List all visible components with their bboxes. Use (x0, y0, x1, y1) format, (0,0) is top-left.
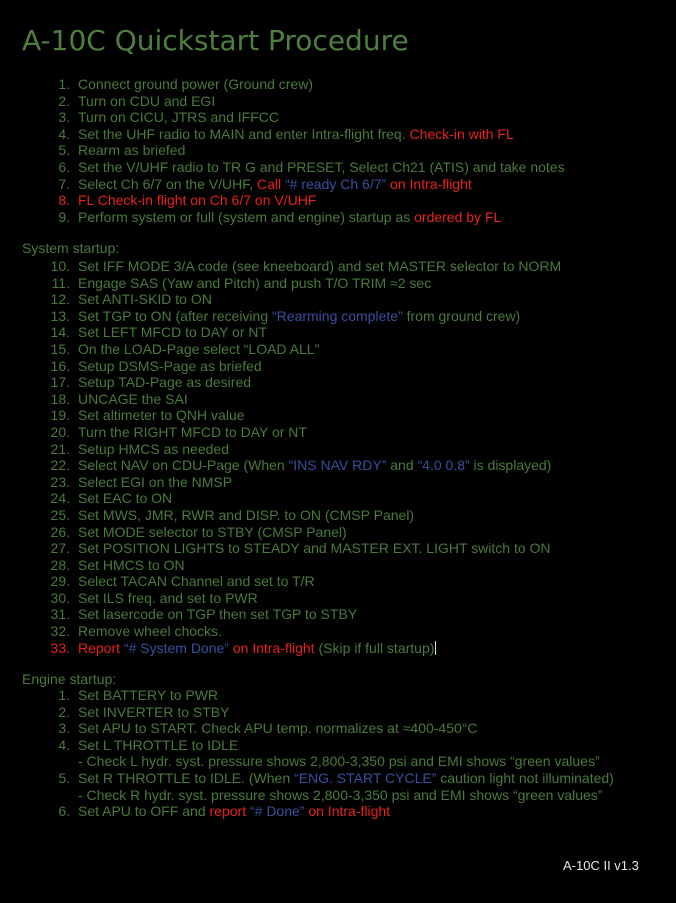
step-item (0, 109, 676, 126)
step-text (78, 524, 347, 541)
step-text-segment: “Rearming complete” (272, 307, 403, 324)
step-text-segment: Set IFF MODE 3/A code (see kneeboard) and set MASTER selector to NORM (78, 258, 562, 274)
step-text-segment: Set ILS freq. and set to PWR (78, 589, 258, 606)
step-item (0, 424, 676, 441)
step-text-segment: report (209, 803, 250, 820)
step-text-segment: (Skip if full startup) (314, 639, 435, 656)
step-text-segment: is displayed) (469, 457, 552, 474)
step-number: 26. (50, 523, 70, 540)
step-text-segment: ordered by FL (414, 208, 502, 225)
step-subitem (0, 787, 676, 804)
step-item (0, 291, 676, 308)
step-number: 12. (50, 291, 70, 308)
step-text-segment: Select TACAN Channel and set to T/R (78, 573, 315, 590)
step-number: 8. (58, 192, 70, 209)
step-text-segment: “# Done” (249, 803, 305, 820)
step-item (0, 687, 676, 704)
step-number: 31. (50, 606, 70, 623)
step-item (0, 704, 676, 721)
step-number: 3. (58, 720, 70, 737)
step-text (78, 209, 501, 226)
step-item (0, 720, 676, 737)
step-text-segment: Select Ch 6/7 on the V/UHF, (78, 175, 257, 192)
step-item (0, 76, 676, 93)
step-text-segment: Set HMCS to ON (78, 556, 185, 573)
step-text (78, 176, 472, 193)
step-text-segment: “ENG. START CYCLE” (294, 769, 437, 786)
step-number: 33. (50, 639, 70, 656)
step-text-segment: caution light not illuminated) (436, 769, 614, 786)
step-item (0, 176, 676, 193)
step-text-segment: FL Check-in flight on Ch 6/7 on V/UHF (78, 192, 317, 209)
step-text-segment: Set the UHF radio to MAIN and enter Intra-flight freq. (78, 125, 410, 142)
step-text-segment: Call (256, 175, 285, 192)
step-number: 1. (58, 687, 70, 703)
step-text-segment: “# System Done” (123, 639, 229, 656)
step-item (0, 457, 676, 474)
step-subitem (0, 753, 676, 770)
step-item (0, 441, 676, 458)
step-text-segment: Report (78, 639, 124, 656)
step-text (78, 192, 316, 209)
step-text-segment: Set MWS, JMR, RWR and DISP. to ON (CMSP Panel) (78, 506, 415, 523)
step-text-segment: from ground crew) (402, 307, 521, 324)
step-number: 11. (51, 274, 70, 291)
step-text (78, 424, 307, 441)
step-text (78, 76, 313, 93)
system-startup-steps-list (0, 258, 676, 656)
step-number: 13. (50, 307, 70, 324)
step-text (78, 275, 431, 292)
step-number: 28. (50, 556, 70, 573)
step-text-segment: Setup TAD-Page as desired (78, 374, 252, 391)
step-text-segment: Rearm as briefed (78, 142, 186, 159)
step-text (78, 704, 229, 721)
step-text-segment: Set TGP to ON (after receiving (78, 307, 273, 324)
step-item (0, 209, 676, 226)
preflight-steps-list (0, 76, 676, 225)
step-item (0, 258, 676, 275)
step-number: 19. (50, 407, 70, 424)
step-item (0, 358, 676, 375)
step-item (0, 192, 676, 209)
step-item (0, 142, 676, 159)
step-text-segment: “4.0 0.8” (417, 457, 470, 474)
step-text-segment: Perform system or full (system and engine) startup as (78, 208, 415, 225)
step-text (78, 93, 215, 110)
step-number: 27. (50, 540, 70, 557)
step-item (0, 507, 676, 524)
step-text (78, 557, 185, 574)
step-number: 17. (50, 374, 70, 391)
step-number: 5. (58, 142, 70, 159)
step-number: 18. (50, 390, 70, 407)
step-number: 2. (58, 92, 70, 109)
step-number: 4. (58, 125, 70, 142)
step-item (0, 623, 676, 640)
step-item (0, 540, 676, 557)
step-text-segment: Set BATTERY to PWR (78, 687, 219, 703)
step-item (0, 606, 676, 623)
step-text-segment: Turn the RIGHT MFCD to DAY or NT (78, 423, 307, 440)
step-number: 32. (50, 623, 70, 640)
step-number: 23. (50, 473, 70, 490)
step-item (0, 126, 676, 143)
text-cursor (435, 641, 436, 655)
step-text (78, 573, 315, 590)
step-text (78, 737, 238, 754)
step-text-segment: on Intra-flight (386, 175, 472, 192)
step-text (78, 770, 614, 787)
step-item (0, 573, 676, 590)
step-number: 16. (50, 357, 70, 374)
step-item (0, 374, 676, 391)
step-text (78, 126, 514, 143)
step-item (0, 391, 676, 408)
step-number: 3. (58, 109, 70, 126)
step-text-segment: and (386, 457, 418, 474)
step-text-segment: Setup HMCS as needed (78, 440, 229, 457)
step-text-segment: Set the V/UHF radio to TR G and PRESET, Select Ch21 (ATIS) and take notes (78, 158, 565, 175)
step-item (0, 737, 676, 754)
step-number: 6. (58, 803, 70, 820)
step-text-segment: Set L THROTTLE to IDLE (78, 736, 239, 753)
step-text-segment: - Check L hydr. syst. pressure shows 2,800-3,350 psi and EMI shows “green values” (78, 753, 600, 770)
step-text (78, 159, 565, 176)
step-number: 6. (58, 158, 70, 175)
step-item (0, 524, 676, 541)
engine-startup-heading: Engine startup: (22, 671, 117, 687)
step-text (78, 490, 172, 507)
step-text-segment: Set INVERTER to STBY (78, 703, 230, 720)
step-text-segment: Select EGI on the NMSP (78, 473, 233, 490)
step-text (78, 606, 357, 623)
step-text (78, 291, 212, 308)
step-number: 21. (50, 440, 70, 457)
step-item (0, 590, 676, 607)
step-text (78, 258, 561, 275)
step-item (0, 490, 676, 507)
step-text (78, 109, 279, 126)
step-text-segment: Turn on CDU and EGI (78, 92, 216, 109)
step-text (78, 623, 222, 640)
step-text (78, 441, 229, 458)
step-text-segment: “INS NAV RDY” (288, 457, 387, 474)
step-text-segment: “# ready Ch 6/7” (285, 175, 387, 192)
step-text (78, 374, 251, 391)
step-text (78, 540, 551, 557)
step-text-segment: Connect ground power (Ground crew) (78, 76, 314, 92)
step-item (0, 803, 676, 820)
step-item (0, 93, 676, 110)
step-text (78, 787, 602, 804)
step-item (0, 324, 676, 341)
step-text-segment: Set R THROTTLE to IDLE. (When (78, 769, 295, 786)
step-text (78, 474, 232, 491)
step-item (0, 770, 676, 787)
step-number: 29. (50, 573, 70, 590)
step-number: 22. (50, 457, 70, 474)
step-text-segment: Set APU to OFF and (78, 803, 210, 820)
step-text (78, 803, 390, 820)
step-number: 15. (50, 340, 70, 357)
step-text-segment: Set LEFT MFCD to DAY or NT (78, 324, 268, 341)
step-number: 1. (58, 76, 70, 92)
step-text-segment: Engage SAS (Yaw and Pitch) and push T/O TRIM ≈2 sec (78, 274, 432, 291)
step-number: 9. (58, 208, 70, 225)
step-text-segment: Check-in with FL (409, 125, 514, 142)
step-text-segment: on Intra-flight (304, 803, 391, 820)
step-text-segment: Turn on CICU, JTRS and IFFCC (78, 109, 279, 126)
step-item (0, 407, 676, 424)
step-item (0, 640, 676, 657)
step-text (78, 687, 218, 704)
step-text-segment: Set altimeter to QNH value (78, 407, 245, 424)
step-number: 24. (50, 490, 70, 507)
step-item (0, 341, 676, 358)
step-number: 10. (50, 258, 70, 274)
step-number: 20. (50, 423, 70, 440)
step-text-segment: On the LOAD-Page select “LOAD ALL” (78, 340, 320, 357)
step-text (78, 308, 520, 325)
step-text-segment: Set lasercode on TGP then set TGP to STBY (78, 606, 358, 623)
version-label: A-10C II v1.3 (563, 858, 639, 873)
step-item (0, 159, 676, 176)
step-text-segment: - Check R hydr. syst. pressure shows 2,800-3,350 psi and EMI shows “green values” (78, 786, 603, 803)
step-number: 5. (58, 769, 70, 786)
step-text (78, 142, 185, 159)
step-text (78, 407, 245, 424)
step-text (78, 457, 551, 474)
step-item (0, 308, 676, 325)
step-number: 7. (58, 175, 70, 192)
step-text-segment: Set POSITION LIGHTS to STEADY and MASTER EXT. LIGHT switch to ON (78, 540, 551, 557)
step-text (78, 358, 262, 375)
step-number: 30. (50, 589, 70, 606)
step-text-segment: Select NAV on CDU-Page (When (78, 457, 289, 474)
step-item (0, 474, 676, 491)
step-text-segment: UNCAGE the SAI (78, 390, 188, 407)
step-text (78, 341, 319, 358)
step-number: 25. (50, 506, 70, 523)
step-item (0, 275, 676, 292)
step-text (78, 753, 600, 770)
step-text-segment: Set MODE selector to STBY (CMSP Panel) (78, 523, 347, 540)
step-text-segment: Remove wheel chocks. (78, 623, 222, 640)
page-title: A-10C Quickstart Procedure (22, 24, 409, 57)
engine-startup-steps-list (0, 687, 676, 820)
step-number: 14. (50, 324, 70, 341)
step-text (78, 324, 267, 341)
step-text-segment: Set ANTI-SKID to ON (78, 291, 212, 308)
step-text (78, 391, 188, 408)
step-text (78, 507, 414, 524)
step-text (78, 720, 478, 737)
step-item (0, 557, 676, 574)
system-startup-heading: System startup: (22, 240, 120, 256)
step-text-segment: Setup DSMS-Page as briefed (78, 357, 262, 374)
step-number: 4. (58, 736, 70, 753)
step-text-segment: Set EAC to ON (78, 490, 173, 507)
step-text (78, 590, 258, 607)
step-text-segment: Set APU to START. Check APU temp. normalizes at ≈400-450°C (78, 720, 478, 737)
step-text (78, 640, 436, 657)
step-number: 2. (58, 703, 70, 720)
step-text-segment: on Intra-flight (228, 639, 315, 656)
